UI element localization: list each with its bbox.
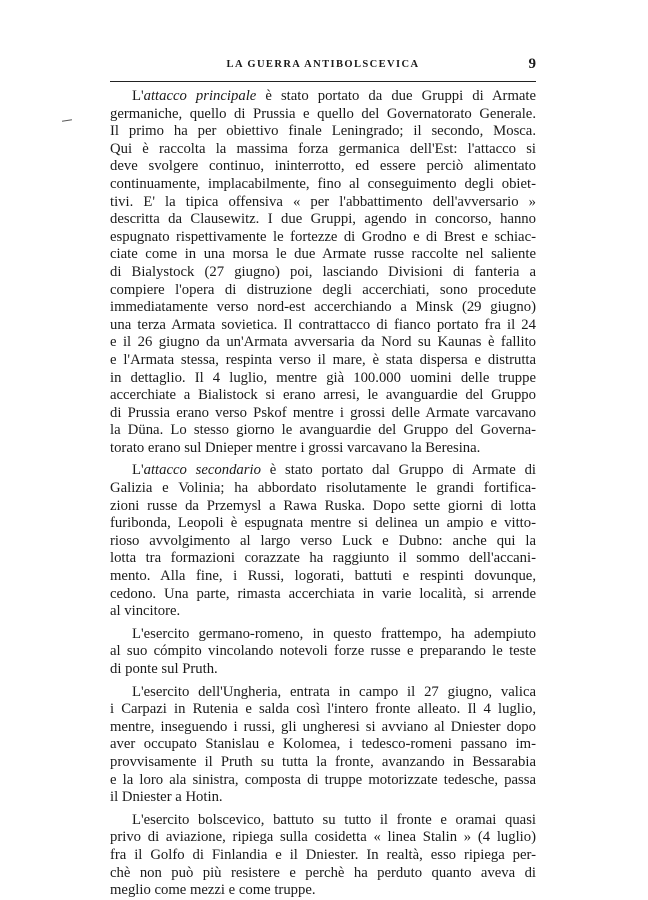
text-line: di Prussia erano verso Pskof mentre i grossi delle Armate varcavano [110,404,536,421]
text-line: continuamente, implacabilmente, fino al conseguimento degli obiet- [110,175,536,192]
text-line: mentre, inseguendo i russi, gli ungheresi si avviano al Dniester dopo [110,718,536,735]
text-line: zioni russe da Przemysl a Rawa Ruska. Dopo sette giorni di lotta [110,497,536,514]
italic-term: attacco principale [143,88,257,104]
text-line: in dettaglio. Il 4 luglio, mentre già 100.000 uomini delle truppe [110,369,536,386]
paragraph [110,684,536,807]
text-line: al suo cómpito vincolando notevoli forze russe e preparando le teste [110,643,536,660]
text-line: aver occupato Stanislau e Kolomea, i tedesco-romeni passano im- [110,736,536,753]
margin-pencil-mark [62,119,72,121]
text-line: germaniche, quello di Prussia e quello del Governatorato Generale. [110,105,536,122]
italic-term: attacco secondario [143,462,261,479]
text-line: e il 26 giugno da un'Armata avversaria da Nord su Kaunas è fallito [110,334,536,351]
running-title: LA GUERRA ANTIBOLSCEVICA [226,59,420,70]
text-line: e la loro ala sinistra, composta di truppe motorizzate tedesche, passa [110,771,536,788]
paragraph [110,88,536,457]
text-line: accerchiate a Bialistock si erano arresi, le avanguardie del Gruppo [110,387,536,404]
text-line: di Bialystock (27 giugno) poi, lasciando Divisioni di fanteria a [110,263,536,280]
text-line: lotta tra formazioni corazzate ha raggiunto il sommo dell'accani- [110,550,536,567]
text-line: di ponte sul Pruth. [110,661,218,677]
text-line: Galizia e Volinia; ha abbordato risolutamente le grandi fortifica- [110,480,536,497]
text-line: meglio come mezzi e come truppe. [110,882,316,899]
paragraph [110,626,536,679]
text-line: deve svolgere continuo, ininterrotto, ed essere perciò alimentato [110,158,536,175]
text-line: al vincitore. [110,603,181,620]
text-line: provvisamente il Pruth su tutta la fronte, avanzando in Bessarabia [110,753,536,770]
text-line: fra il Golfo di Finlandia e il Dniester. In realtà, esso ripiega per- [110,846,536,863]
text-line: L'esercito germano-romeno, in questo frattempo, ha adempiuto [132,625,536,642]
header-rule [110,81,536,82]
text-line: una terza Armata sovietica. Il contrattacco di fianco portato fra il 24 [110,316,536,333]
text-line: L'attacco principale è stato portato da due Gruppi di Armate [132,88,536,104]
text-line: il Dniester a Hotin. [110,789,223,806]
text-line: tivi. E' la tipica offensiva « per l'abbattimento dell'avversario » [110,193,536,210]
running-head [110,56,536,78]
text-line: Qui è raccolta la massima forza germanica dell'Est: l'attacco si [110,140,536,157]
page-number: 9 [528,56,536,72]
text-line: espugnato rispettivamente le fortezze di Grodno e di Brest e schiac- [110,228,536,245]
text-line: mento. Alla fine, i Russi, logorati, battuti e respinti dovunque, [110,568,536,585]
text-line: la Düna. Lo stesso giorno le avanguardie del Gruppo del Governa- [110,422,536,439]
text-line: i Carpazi in Rutenia e salda così l'intero fronte alleato. Il 4 luglio, [110,701,536,718]
paragraph [110,462,536,620]
paragraph [110,812,536,900]
text-line: torato erano sul Dnieper mentre i grossi varcavano la Beresina. [110,439,481,456]
text-line: L'attacco secondario è stato portato dal Gruppo di Armate di [132,462,536,479]
text-line: rioso avvolgimento al largo verso Luck e Dubno: anche qui la [110,532,536,549]
text-line: L'esercito dell'Ungheria, entrata in campo il 27 giugno, valica [132,683,536,700]
text-line: cedono. Una parte, rimasta accerchiata in varie località, si arrende [110,585,536,602]
text-line: immediatamente verso nord-est accerchiando a Minsk (29 giugno) [110,299,536,316]
text-line: ciate come in una morsa le due Armate russe raccolte nel saliente [110,246,536,263]
text-line: privo di aviazione, ripiega sulla cosidetta « linea Stalin » (4 luglio) [110,829,536,846]
text-line: Il primo ha per obiettivo finale Leningrado; il secondo, Mosca. [110,123,536,140]
text-line: e l'Armata stessa, respinta verso il mare, è stata dispersa e distrutta [110,351,536,368]
text-line: furibonda, Leopoli è espugnata mentre si delinea un ampio e vitto- [110,515,536,532]
body-text [110,88,536,900]
text-line: chè non può più resistere e perchè ha perduto quanto aveva di [110,864,536,881]
text-line: compiere l'opera di distruzione degli accerchiati, sono procedute [110,281,536,298]
text-line: descritta da Clausewitz. I due Gruppi, agendo in concorso, hanno [110,211,536,228]
text-line: L'esercito bolscevico, battuto su tutto il fronte e oramai quasi [132,811,536,828]
